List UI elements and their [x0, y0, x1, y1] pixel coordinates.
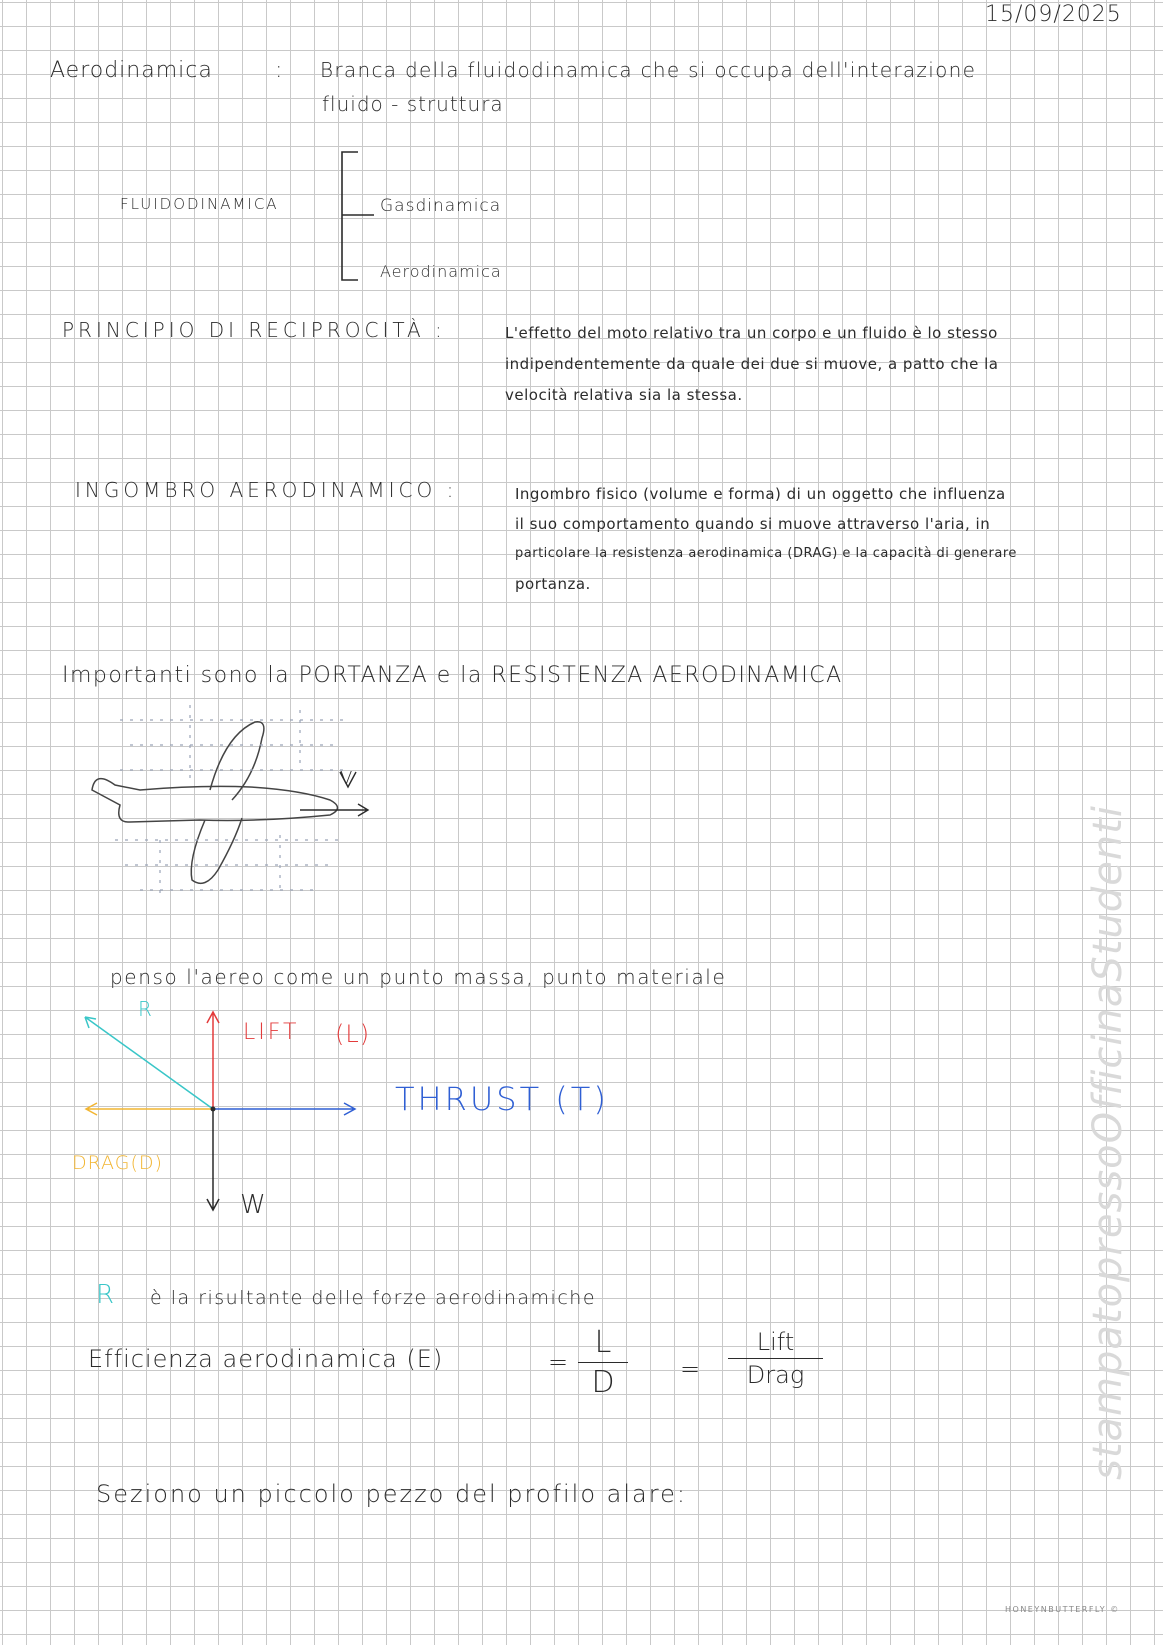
frac2-numerator: Lift [756, 1328, 795, 1356]
title-aerodinamica: Aerodinamica [50, 58, 213, 83]
reciprocita-line-1: L'effetto del moto relativo tra un corpo e un fluido è lo stesso [505, 324, 998, 342]
equals-2: = [680, 1355, 702, 1383]
branch-bracket [342, 152, 374, 280]
ingombro-line-4: portanza. [515, 575, 591, 593]
penso-line: penso l'aereo come un punto massa, punto materiale [110, 965, 727, 989]
reciprocita-line-2: indipendentemente da quale dei due si muove, a patto che la [505, 355, 999, 373]
lift-vector [207, 1012, 219, 1109]
drag-vector [86, 1103, 213, 1115]
frac2-denominator: Drag [746, 1361, 805, 1389]
force-label-drag: DRAG(D) [72, 1152, 163, 1174]
definition-line-1: Branca della fluidodinamica che si occupa dell'interazione [320, 58, 977, 82]
force-label-weight: W [240, 1190, 267, 1220]
frac1-denominator: D [591, 1365, 615, 1400]
watermark: stampatopressoOfficinaStudenti [1085, 805, 1131, 1480]
fraction-lift-over-drag [728, 1328, 823, 1389]
risultante-text: è la risultante delle forze aerodinamiche [150, 1287, 597, 1309]
weight-vector [207, 1109, 219, 1210]
R-vector [85, 1017, 213, 1109]
thrust-vector [213, 1103, 355, 1115]
force-label-thrust: THRUST (T) [395, 1080, 609, 1118]
efficienza-label: Efficienza aerodinamica (E) [88, 1345, 444, 1373]
fraction-L-over-D [578, 1325, 628, 1400]
sezione-line: Seziono un piccolo pezzo del profilo alare: [96, 1480, 687, 1508]
velocity-label: V [340, 768, 354, 789]
definition-colon: : [275, 58, 284, 83]
date: 15/09/2025 [985, 2, 1122, 27]
ingombro-line-2: il suo comportamento quando si muove attraverso l'aria, in [515, 515, 991, 533]
frac1-numerator: L [594, 1325, 612, 1360]
branch-aerodinamica: Aerodinamica [380, 262, 502, 281]
force-label-lift-symbol: (L) [335, 1020, 371, 1048]
branch-gasdinamica: Gasdinamica [380, 196, 502, 216]
force-label-lift: LIFT [243, 1020, 300, 1045]
importanti-line: Importanti sono la PORTANZA e la RESISTENZA AERODINAMICA [62, 663, 843, 688]
ingombro-line-3: particolare la resistenza aerodinamica (DRAG) e la capacità di generare [515, 546, 1017, 561]
risultante-R: R [96, 1280, 116, 1310]
ingombro-title: INGOMBRO AERODINAMICO : [75, 478, 458, 502]
definition-line-2: fluido - struttura [322, 92, 504, 116]
fluidodinamica-label: FLUIDODINAMICA [120, 195, 279, 213]
force-label-R: R [138, 997, 153, 1021]
reciprocita-title: PRINCIPIO DI RECIPROCITÀ : [62, 318, 446, 342]
footer: HONEYNBUTTERFLY © [1005, 1605, 1120, 1614]
equals-1: = [548, 1348, 570, 1376]
airplane-sketch [92, 722, 338, 884]
ingombro-line-1: Ingombro fisico (volume e forma) di un oggetto che influenza [515, 485, 1006, 503]
force-diagram [85, 1012, 355, 1210]
reciprocita-line-3: velocità relativa sia la stessa. [505, 386, 743, 404]
